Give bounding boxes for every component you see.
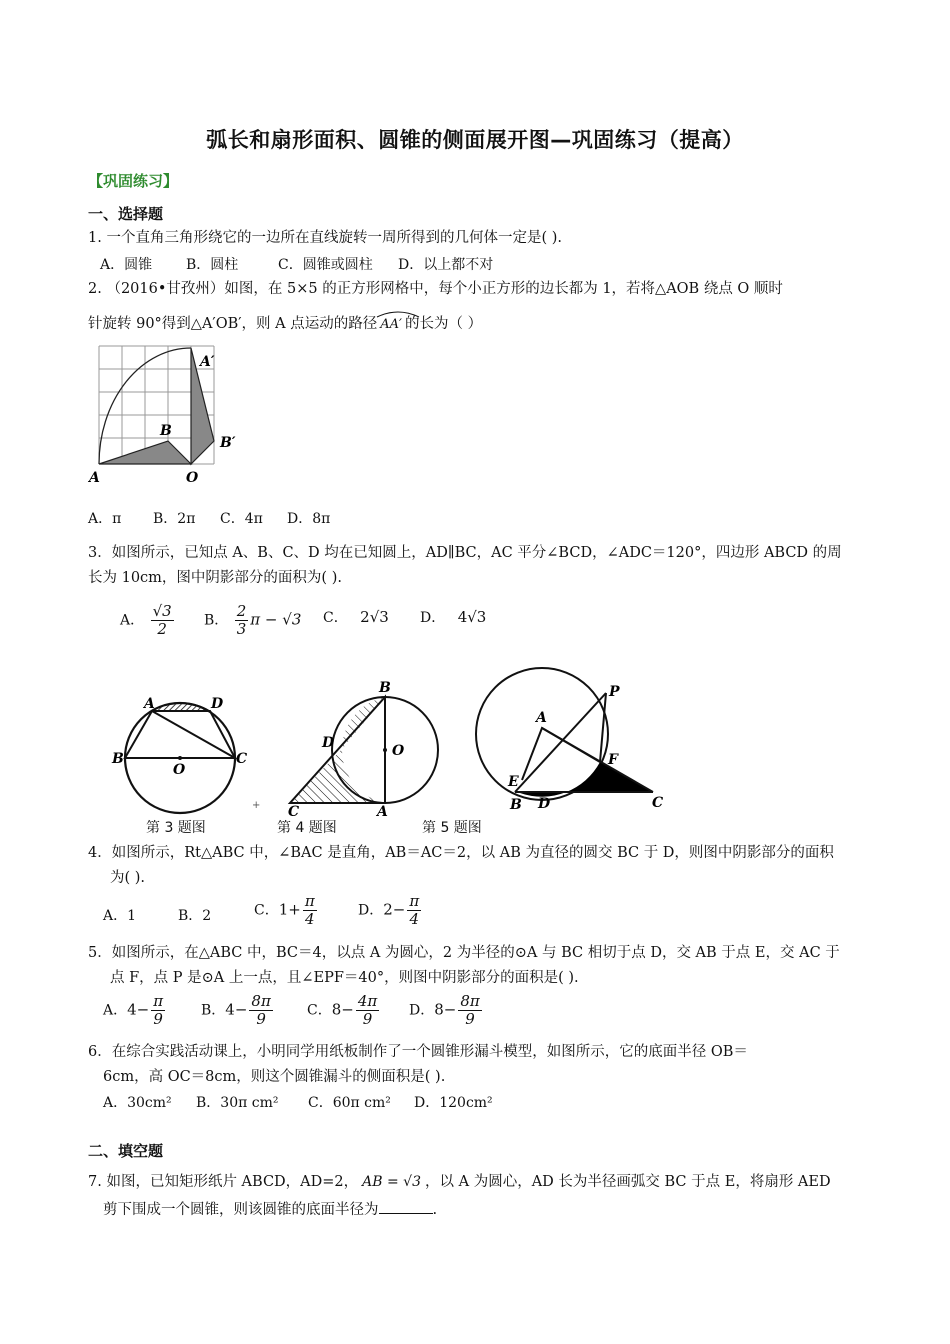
question-5-line1: 5．如图所示，在△ABC 中，BC＝4，以点 A 为圆心，2 为半径的⊙A 与 BC 相切于点 D，交 AB 于点 E，交 AC 于 xyxy=(88,945,840,961)
q4-option-c-fraction xyxy=(303,893,317,928)
q2-line2-b: 的长为（ ） xyxy=(404,316,483,332)
q5-option-b-label: B． xyxy=(201,1002,226,1019)
q4-option-a: A．1 xyxy=(103,908,137,924)
section-choice-heading: 一、选择题 xyxy=(88,205,164,223)
q5-option-c-label: C． xyxy=(307,1002,332,1019)
q5-option-d-int: 8− xyxy=(434,1000,457,1019)
fig5-label-f: F xyxy=(608,752,618,768)
fig3-label-b: B xyxy=(112,751,124,767)
q7-line2-end: . xyxy=(432,1202,438,1218)
q4-option-c-label: C． xyxy=(254,902,279,919)
q5-option-a-label: A． xyxy=(103,1002,128,1019)
question-6-line2: 6cm，高 OC＝8cm，则这个圆锥漏斗的侧面积是( ). xyxy=(103,1069,446,1085)
q5-option-a-int: 4− xyxy=(127,1000,150,1019)
q5-option-d-label: D． xyxy=(409,1002,435,1019)
fig4-label-b: B xyxy=(379,680,391,696)
q2-arc-label xyxy=(377,313,405,337)
q3-option-d-value: 4√3 xyxy=(457,608,487,626)
stray-plus-mark: + xyxy=(252,800,261,811)
fraction-denominator: 2 xyxy=(157,620,167,638)
fraction-numerator: π xyxy=(304,892,315,910)
section-fill-heading: 二、填空题 xyxy=(88,1142,164,1160)
fig5-label-b: B xyxy=(510,797,522,813)
fraction-numerator: π xyxy=(153,992,164,1010)
fig3-center xyxy=(178,756,182,760)
question-2-line1: 2. （2016•甘孜州）如图，在 5×5 的正方形网格中，每个小正方形的边长都为 1，若将△AOB 绕点 O 顺时 xyxy=(88,281,783,297)
fig3-label-o: O xyxy=(173,762,186,778)
fraction-denominator: 9 xyxy=(465,1010,475,1028)
q5-option-b-fraction xyxy=(249,993,272,1028)
label-o: O xyxy=(186,470,199,486)
q4-option-b: B．2 xyxy=(178,908,212,924)
exercise-tag: 【巩固练习】 xyxy=(88,172,179,190)
q6-option-d: D．120cm² xyxy=(414,1095,493,1111)
q3-option-b-tail: π − √3 xyxy=(250,610,302,629)
q3-option-d-label: D． xyxy=(420,610,446,626)
question-6-line1: 6．在综合实践活动课上，小明同学用纸板制作了一个圆锥形漏斗模型，如图所示，它的底面半径 OB＝ xyxy=(88,1044,748,1060)
question-1-text: 1. 一个直角三角形绕它的一边所在直线旋转一周所得到的几何体一定是( ). xyxy=(88,230,562,246)
fig5-label-a: A xyxy=(536,710,547,726)
page-title: 弧长和扇形面积、圆锥的侧面展开图—巩固练习（提高） xyxy=(206,128,744,152)
q5-option-a xyxy=(103,993,167,1028)
q3-option-b-label: B． xyxy=(204,612,229,629)
q2-line2-a: 针旋转 90°得到△A′OB′，则 A 点运动的路径 xyxy=(88,316,378,332)
q6-option-a: A．30cm² xyxy=(103,1095,172,1111)
q1-option-d: D．以上都不对 xyxy=(398,257,494,273)
q7-line2-text: 剪下围成一个圆锥，则该圆锥的底面半径为 xyxy=(103,1202,379,1218)
fig3-label-c: C xyxy=(236,751,248,767)
figure-3 xyxy=(110,690,250,815)
fig5-label-d: D xyxy=(538,796,551,812)
fraction-denominator: 9 xyxy=(153,1010,163,1028)
q2-option-b: B．2π xyxy=(153,511,196,527)
fraction-numerator: 2 xyxy=(236,602,247,620)
q7-line1-b: ，以 A 为圆心，AD 长为半径画弧交 BC 于点 E，将扇形 AED xyxy=(425,1174,831,1190)
figure-5 xyxy=(470,664,680,814)
fig4-shaded-lower xyxy=(290,749,385,803)
q5-option-c-int: 8− xyxy=(331,1000,354,1019)
fig4-caption: 第 4 题图 xyxy=(277,820,337,836)
fig4-label-o: O xyxy=(392,743,405,759)
question-4-line2: 为( ). xyxy=(110,870,146,886)
q7-expression: AB = √3 xyxy=(362,1174,421,1190)
fig3-label-a: A xyxy=(144,696,155,712)
q1-option-a: A．圆锥 xyxy=(100,257,153,273)
label-b: B xyxy=(160,423,172,439)
q2-option-c: C．4π xyxy=(220,511,263,527)
fraction-denominator: 4 xyxy=(409,910,420,928)
fig5-label-e: E xyxy=(508,774,519,790)
fig5-caption: 第 5 题图 xyxy=(422,820,482,836)
fig4-label-a: A xyxy=(377,804,388,816)
q5-option-c xyxy=(307,993,381,1028)
label-b-prime: B′ xyxy=(220,435,236,451)
fraction-denominator: 9 xyxy=(256,1010,266,1028)
fig3-shaded-segment xyxy=(152,703,210,711)
arc-mark-icon xyxy=(375,310,421,318)
q2-option-a: A．π xyxy=(88,511,122,527)
q3-option-c-value: 2√3 xyxy=(360,608,389,626)
q5-option-d xyxy=(409,993,484,1028)
q3-option-a-fraction xyxy=(151,603,174,638)
q4-option-d-int: 2− xyxy=(383,900,406,919)
q4-option-d xyxy=(358,893,423,928)
q7-answer-blank[interactable] xyxy=(379,1199,433,1214)
q4-option-c xyxy=(254,893,319,928)
q3-option-c xyxy=(323,607,389,627)
q2-grid-figure xyxy=(84,340,244,490)
label-a-prime: A′ xyxy=(200,354,215,370)
fig5-label-c: C xyxy=(652,795,664,811)
fraction-denominator: 3 xyxy=(236,620,247,638)
fraction-numerator: 8π xyxy=(460,992,480,1010)
question-7-line1 xyxy=(88,1170,831,1194)
question-2-line2 xyxy=(88,312,482,337)
q5-option-b-int: 4− xyxy=(225,1000,248,1019)
fraction-numerator: √3 xyxy=(152,602,172,620)
fig4-label-d: D xyxy=(322,735,335,751)
q3-option-a xyxy=(120,603,176,638)
q4-option-d-fraction xyxy=(407,893,421,928)
q2-arc-text: AA′ xyxy=(380,317,402,332)
q2-option-d: D．8π xyxy=(287,511,331,527)
question-7-line2 xyxy=(103,1198,437,1222)
q5-option-a-fraction xyxy=(151,993,165,1028)
q6-option-c: C．60π cm² xyxy=(308,1095,391,1111)
q5-option-d-fraction xyxy=(458,993,481,1028)
q3-option-b-fraction xyxy=(235,603,249,638)
fig5-label-p: P xyxy=(609,684,620,700)
fraction-denominator: 4 xyxy=(305,910,315,928)
q6-option-b: B．30π cm² xyxy=(196,1095,279,1111)
q7-line1-a: 7. 如图，已知矩形纸片 ABCD，AD=2， xyxy=(88,1174,359,1190)
q3-option-c-label: C． xyxy=(323,610,348,626)
q1-option-c: C．圆锥或圆柱 xyxy=(278,257,373,273)
fraction-numerator: 4π xyxy=(357,992,378,1010)
q3-option-b xyxy=(204,603,301,638)
q1-option-b: B．圆柱 xyxy=(186,257,239,273)
figure-4 xyxy=(280,674,450,816)
q3-option-d xyxy=(420,607,486,627)
fig3-label-d: D xyxy=(211,696,224,712)
fig4-center xyxy=(383,748,387,752)
q4-option-d-label: D． xyxy=(358,902,384,919)
q3-option-a-label: A． xyxy=(120,612,145,629)
fraction-numerator: 8π xyxy=(251,992,271,1010)
question-3-line1: 3．如图所示，已知点 A、B、C、D 均在已知圆上，AD∥BC，AC 平分∠BCD，∠ADC＝120°，四边形 ABCD 的周 xyxy=(88,545,842,561)
question-4-line1: 4．如图所示，Rt△ABC 中，∠BAC 是直角，AB＝AC＝2，以 AB 为直径的圆交 BC 于 D，则图中阴影部分的面积 xyxy=(88,845,834,861)
label-a: A xyxy=(89,470,100,486)
q5-option-c-fraction xyxy=(356,993,379,1028)
fig3-caption: 第 3 题图 xyxy=(146,820,206,836)
fig4-label-c: C xyxy=(288,804,300,816)
q5-option-b xyxy=(201,993,275,1028)
q4-option-c-int: 1+ xyxy=(278,900,301,919)
fraction-numerator: π xyxy=(409,892,420,910)
question-5-line2: 点 F，点 P 是⊙A 上一点，且∠EPF＝40°，则图中阴影部分的面积是( ). xyxy=(110,970,579,986)
fraction-denominator: 9 xyxy=(362,1010,373,1028)
question-3-line2: 长为 10cm，图中阴影部分的面积为( ). xyxy=(88,570,342,586)
